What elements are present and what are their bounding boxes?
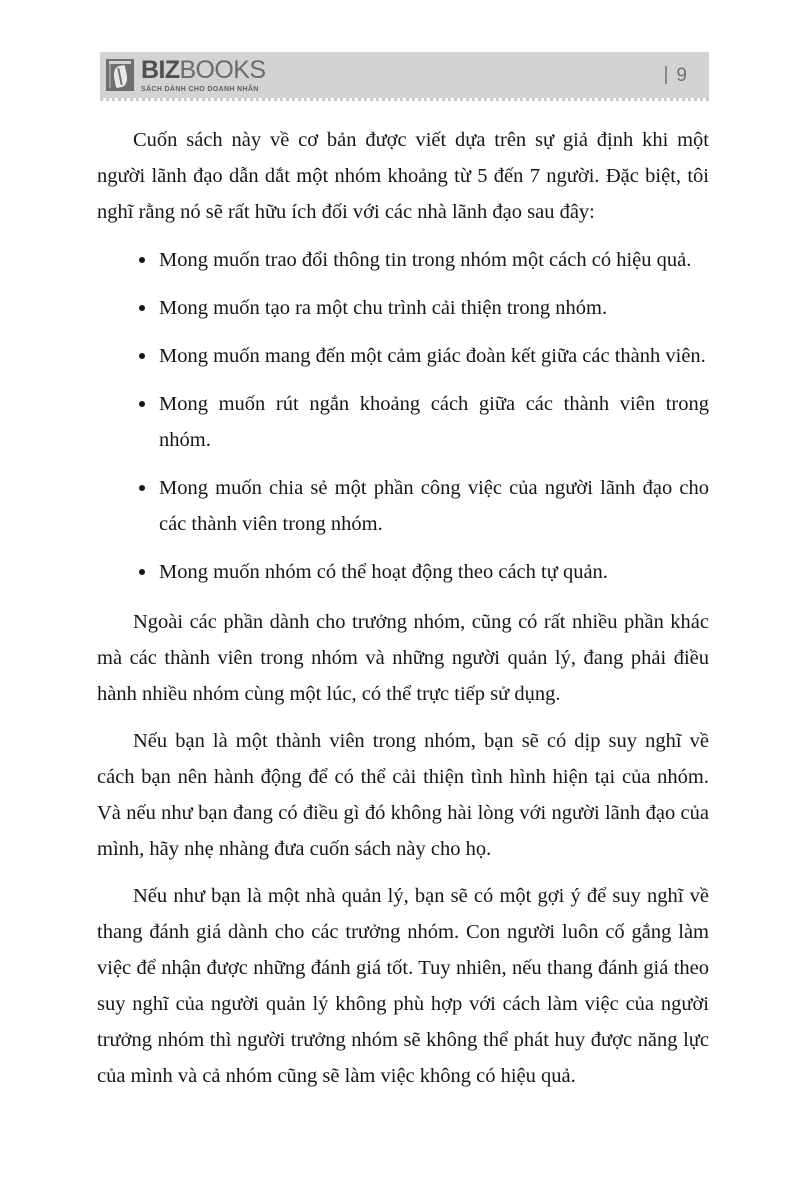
- list-item: [97, 554, 709, 590]
- intro-paragraph: Cuốn sách này về cơ bản được viết dựa trên sự giả định khi một người lãnh đạo dẫn dắt một nhóm khoảng từ 5 đến 7 người. Đặc biệt, tôi nghĩ rằng nó sẽ rất hữu ích đối với các nhà lãnh đạo sau đây:: [97, 129, 709, 223]
- bizbooks-book-emblem-icon: [106, 59, 134, 91]
- audience-bullet-list: [97, 242, 709, 590]
- body-paragraph: Nếu như bạn là một nhà quản lý, bạn sẽ có một gợi ý để suy nghĩ về thang đánh giá dành cho các trưởng nhóm. Con người luôn cố gắng làm việc để nhận được những đánh giá tốt. Tuy nhiên, nếu thang đánh giá theo suy nghĩ của người quản lý không phù hợp với cách làm việc của người trưởng nhóm thì người trưởng nhóm sẽ không thể phát huy được năng lực của mình và cả nhóm cũng sẽ làm việc không có hiệu quả.: [97, 885, 709, 1087]
- bullet-dot-icon: [139, 569, 145, 575]
- list-item-text: Mong muốn tạo ra một chu trình cải thiện trong nhóm.: [159, 297, 608, 319]
- list-item: [97, 386, 709, 458]
- closing-paragraphs: [97, 604, 709, 1094]
- logo-wordmark-light: BOOKS: [179, 55, 266, 84]
- list-item: [97, 290, 709, 326]
- list-item-text: Mong muốn mang đến một cảm giác đoàn kết giữa các thành viên.: [159, 345, 706, 367]
- page-number-group: [665, 66, 709, 85]
- bullet-dot-icon: [139, 401, 145, 407]
- page-content: [97, 122, 709, 1105]
- bullet-dot-icon: [139, 305, 145, 311]
- page-number: 9: [676, 64, 687, 86]
- page-header: [100, 52, 709, 98]
- bullet-dot-icon: [139, 257, 145, 263]
- list-item: [97, 470, 709, 542]
- body-paragraph: Nếu bạn là một thành viên trong nhóm, bạn sẽ có dịp suy nghĩ về cách bạn nên hành động để có thể cải thiện tình hình hiện tại của nhóm. Và nếu như bạn đang có điều gì đó không hài lòng với người lãnh đạo của mình, hãy nhẹ nhàng đưa cuốn sách này cho họ.: [97, 730, 709, 860]
- logo-tagline: SÁCH DÀNH CHO DOANH NHÂN: [141, 85, 259, 93]
- body-paragraph: Ngoài các phần dành cho trưởng nhóm, cũng có rất nhiều phần khác mà các thành viên trong nhóm và những người quản lý, đang phải điều hành nhiều nhóm cùng một lúc, có thể trực tiếp sử dụng.: [97, 611, 709, 705]
- logo-text-wrap: [141, 55, 266, 93]
- list-item-text: Mong muốn nhóm có thể hoạt động theo cách tự quản.: [159, 561, 608, 583]
- list-item-text: Mong muốn rút ngắn khoảng cách giữa các thành viên trong nhóm.: [159, 393, 709, 451]
- emblem-book-spine: [109, 64, 111, 88]
- logo-wordmark-bold: BIZ: [141, 55, 180, 84]
- list-item: [97, 338, 709, 374]
- bullet-dot-icon: [139, 353, 145, 359]
- bullet-dot-icon: [139, 485, 145, 491]
- list-item-text: Mong muốn chia sẻ một phần công việc của người lãnh đạo cho các thành viên trong nhóm.: [159, 477, 709, 535]
- bizbooks-logo: [100, 55, 266, 93]
- emblem-book-top: [109, 61, 131, 64]
- page-number-divider-icon: [665, 66, 667, 84]
- list-item: [97, 242, 709, 278]
- logo-wordmark: [141, 55, 266, 84]
- list-item-text: Mong muốn trao đổi thông tin trong nhóm một cách có hiệu quả.: [159, 249, 692, 271]
